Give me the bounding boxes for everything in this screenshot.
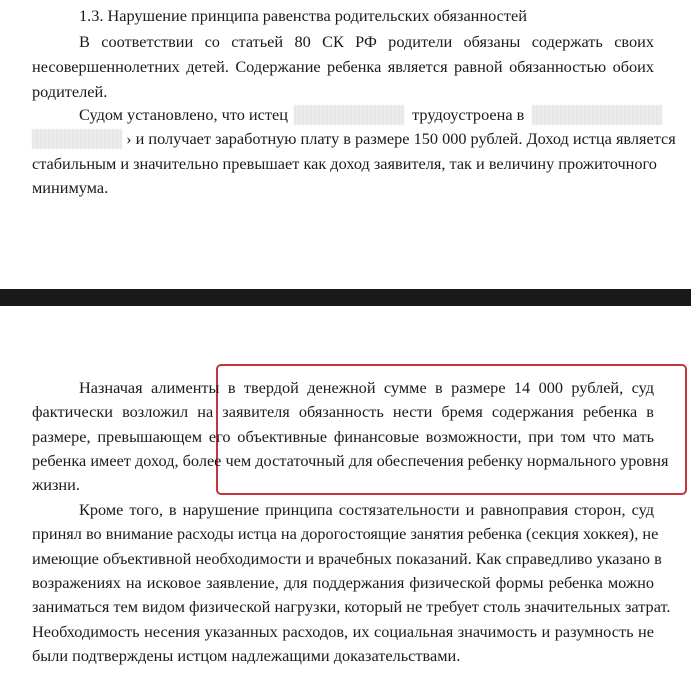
paragraph-3-line: принял во внимание расходы истца на дорогостоящие занятия ребенка (секция хоккея), не (32, 524, 659, 543)
redacted-employer (532, 105, 662, 125)
paragraph-3-line: заниматься тем видом физической нагрузки, который не требует столь значительных затрат. (32, 597, 671, 616)
highlighted-line: размере, превышающем его объективные финансовые возможности, при том что мать (32, 427, 654, 446)
paragraph-2-line: минимума. (32, 178, 109, 197)
paragraph-1-line: несовершеннолетних детей. Содержание ребенка является равной обязанностью обоих (32, 57, 654, 76)
highlighted-line: ребенка имеет доход, более чем достаточный для обеспечения ребенку нормального уровня (32, 451, 669, 470)
paragraph-2-line (79, 105, 659, 125)
redacted-employer-cont (32, 129, 122, 149)
paragraph-3-line: Кроме того, в нарушение принципа состязательности и равноправия сторон, суд (79, 500, 654, 519)
redacted-name (294, 105, 404, 125)
paragraph-3-line: были подтверждены истцом надлежащими доказательствами. (32, 646, 461, 665)
paragraph-2-text: › (126, 129, 132, 148)
paragraph-1-line: родителей. (32, 82, 108, 101)
paragraph-3-line: Необходимость несения указанных расходов, их социальная значимость и разумность не (32, 622, 654, 641)
paragraph-2-line: стабильным и значительно превышает как доход заявителя, так и величину прожиточного (32, 154, 657, 173)
highlighted-line: Назначая алименты в твердой денежной сумме в размере 14 000 рублей, суд (79, 378, 654, 397)
paragraph-2-text: Судом установлено, что истец (79, 105, 288, 124)
highlighted-line: фактически возложил на заявителя обязанность нести бремя содержания ребенка в (32, 402, 654, 421)
paragraph-3-line: имеющие объективной необходимости и врачебных показаний. Как справедливо указано в (32, 549, 662, 568)
paragraph-2-text: трудоустроена в (412, 105, 525, 124)
page-divider (0, 289, 691, 306)
highlighted-line: жизни. (32, 475, 80, 494)
section-heading: 1.3. Нарушение принципа равенства родительских обязанностей (79, 6, 527, 25)
paragraph-2-line (32, 129, 676, 149)
paragraph-2-text: и получает заработную плату в размере 150 000 рублей. Доход истца является (135, 129, 676, 148)
paragraph-3-line: возражениях на исковое заявление, для поддержания физической формы ребенка можно (32, 573, 654, 592)
paragraph-1-line: В соответствии со статьей 80 СК РФ родители обязаны содержать своих (79, 32, 654, 51)
